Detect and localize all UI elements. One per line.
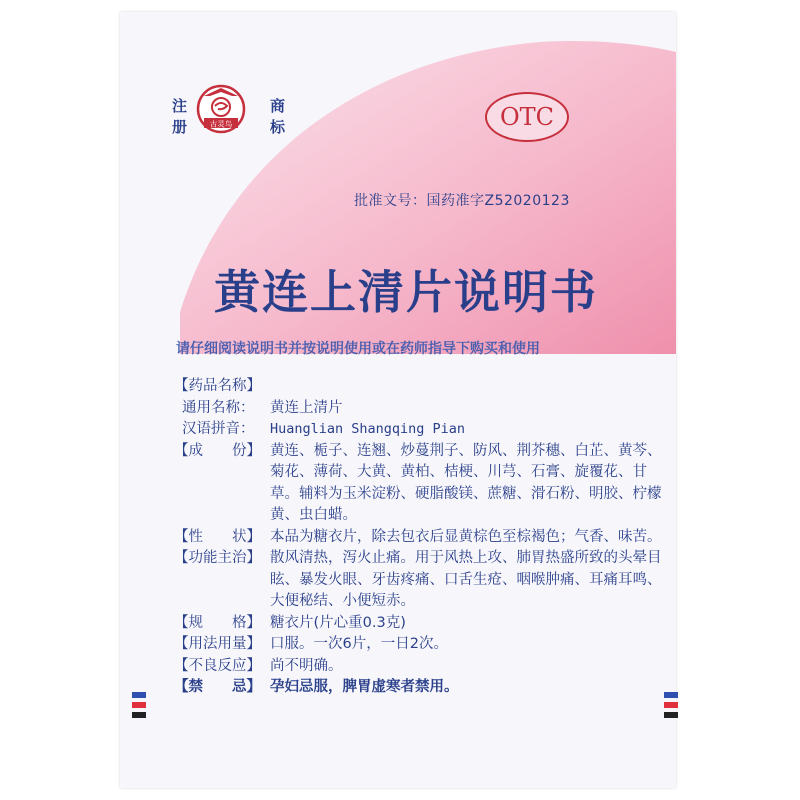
adverse-label: 【不良反应】 [174, 657, 261, 674]
usage-notice: 请仔细阅读说明书并按说明使用或在药师指导下购买和使用 [176, 341, 540, 357]
leaflet-content [174, 376, 674, 699]
dosage-row [174, 634, 674, 656]
adverse-value: 尚不明确。 [270, 657, 343, 674]
brand-logo-icon [196, 84, 246, 134]
trademark-mark-text: 商 标 [270, 97, 286, 136]
trademark-registered-text: 注 册 [172, 97, 188, 136]
black-mark [664, 712, 678, 718]
spec-row [174, 613, 674, 635]
indications-value: 散风清热，泻火止痛。用于风热上攻、肺胃热盛所致的头晕目眩、暴发火眼、牙齿疼痛、口舌生疮、咽喉肿痛、耳痛耳鸣、大便秘结、小便短赤。 [270, 550, 662, 609]
properties-label: 【性 状】 [174, 528, 261, 545]
black-mark [132, 712, 146, 718]
ingredients-row [174, 441, 674, 527]
blue-mark [132, 692, 146, 698]
spec-label: 【规 格】 [174, 614, 261, 631]
approval-number: 批准文号：国药准字Z52020123 [354, 193, 570, 209]
common-name-label: 通用名称： [182, 399, 255, 416]
otc-badge: OTC [485, 92, 569, 142]
ingredients-value: 黄连、栀子、连翘、炒蔓荆子、防风、荆芥穗、白芷、黄芩、菊花、薄荷、大黄、黄柏、桔梗、川芎、石膏、旋覆花、甘草。辅料为玉米淀粉、硬脂酸镁、蔗糖、滑石粉、明胶、柠檬黄、虫白蜡。 [270, 442, 662, 523]
dosage-value: 口服。一次6片，一日2次。 [270, 636, 448, 652]
red-mark [664, 702, 678, 708]
pinyin-value: Huanglian Shangqing Pian [270, 421, 466, 437]
adverse-row [174, 656, 674, 678]
pinyin-label: 汉语拼音： [182, 421, 255, 437]
section-label: 【药品名称】 [174, 378, 261, 394]
common-name-row [174, 398, 674, 420]
page-title: 黄连上清片说明书 [214, 265, 598, 319]
contraindications-value: 孕妇忌服，脾胃虚寒者禁用。 [270, 679, 459, 695]
common-name-value: 黄连上清片 [270, 399, 343, 416]
contraindications-row [174, 677, 674, 699]
contraindications-label: 【禁 忌】 [174, 679, 261, 695]
svg-text:古灵鸟: 古灵鸟 [209, 119, 233, 129]
red-mark [132, 702, 146, 708]
leaflet-sheet [120, 12, 676, 788]
section-drug-name [174, 376, 674, 398]
blue-mark [664, 692, 678, 698]
spec-value: 糖衣片(片心重0.3克) [270, 614, 406, 631]
ingredients-label: 【成 份】 [174, 442, 261, 459]
indications-row [174, 548, 674, 613]
properties-value: 本品为糖衣片，除去包衣后显黄棕色至棕褐色；气香、味苦。 [270, 528, 662, 545]
indications-label: 【功能主治】 [174, 550, 261, 566]
print-registration-marks-left [132, 692, 146, 722]
dosage-label: 【用法用量】 [174, 636, 261, 652]
properties-row [174, 527, 674, 549]
pinyin-row [174, 419, 674, 441]
print-registration-marks-right [664, 692, 678, 722]
